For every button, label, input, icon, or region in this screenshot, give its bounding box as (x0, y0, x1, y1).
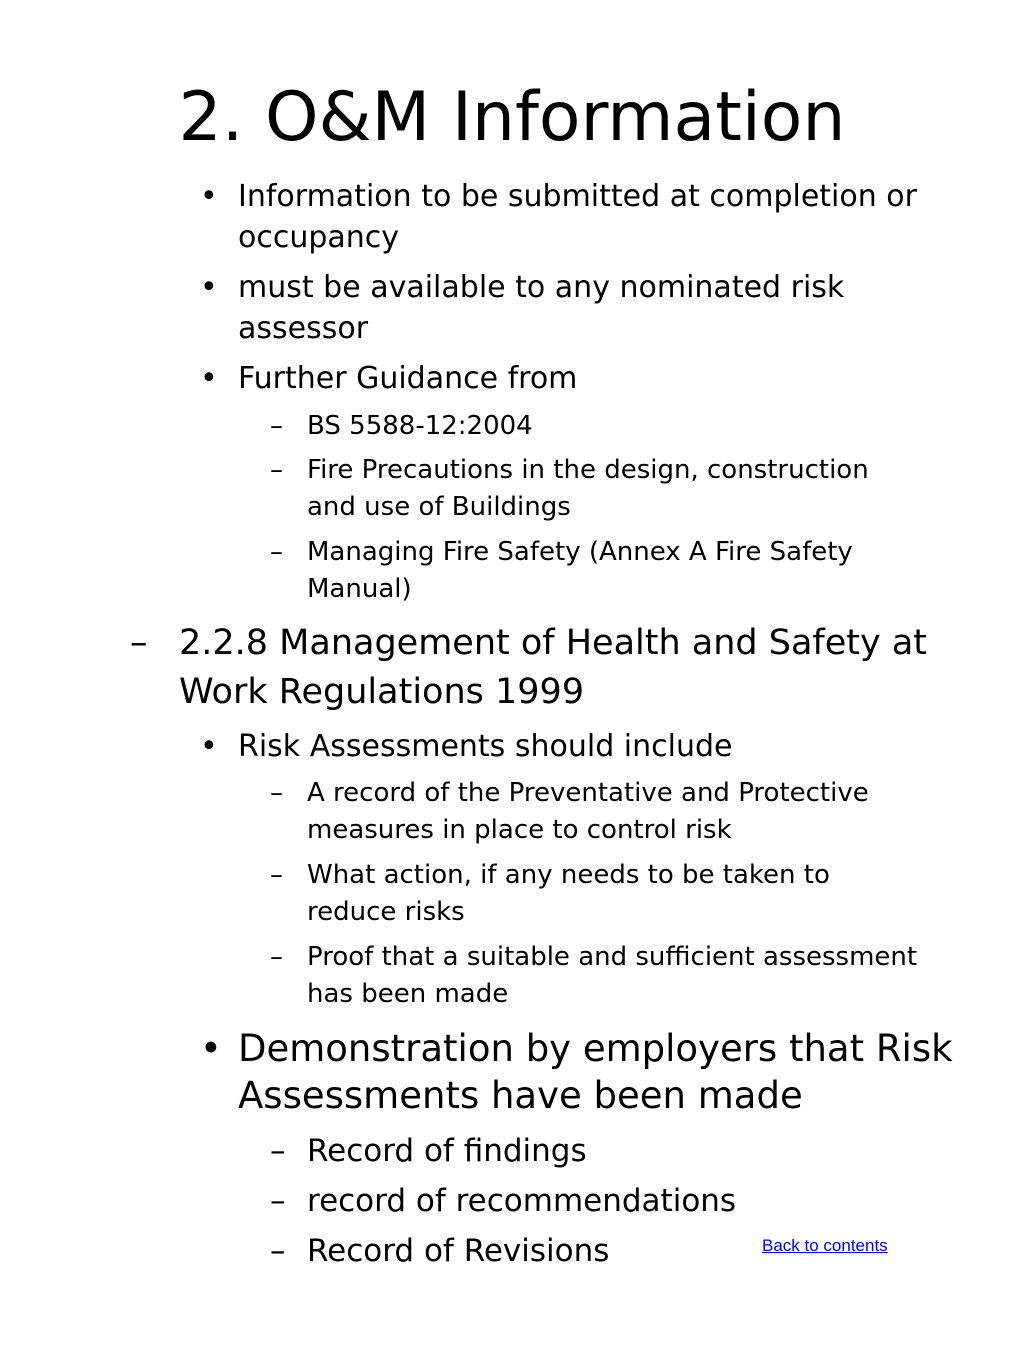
list-item-line: Assessments have been made (238, 1074, 803, 1117)
list-item-line: Risk Assessments should include (238, 729, 733, 764)
list-item-line: has been made (307, 979, 509, 1009)
dash-marker: – (270, 411, 283, 441)
back-to-contents-link[interactable]: Back to contents (762, 1236, 888, 1255)
bullet-marker: • (200, 1027, 222, 1070)
dash-marker: – (270, 942, 283, 972)
section-heading-line: Work Regulations 1999 (179, 672, 585, 712)
dash-marker: – (130, 623, 148, 663)
dash-marker: – (270, 778, 283, 808)
list-item-line: and use of Buildings (307, 492, 571, 522)
bullet-marker: • (200, 361, 218, 396)
list-item-line: A record of the Preventative and Protective (307, 778, 869, 808)
list-item-line: BS 5588-12:2004 (307, 411, 533, 441)
list-item-line: Managing Fire Safety (Annex A Fire Safety (307, 537, 853, 567)
dash-marker: – (270, 1183, 286, 1219)
bullet-marker: • (200, 179, 218, 214)
list-item-line: Manual) (307, 574, 412, 604)
list-item-line: Information to be submitted at completion or (238, 179, 917, 214)
list-item-line: Record of Revisions (307, 1233, 610, 1269)
dash-marker: – (270, 537, 283, 567)
list-item-line: Demonstration by employers that Risk (238, 1027, 953, 1070)
section-heading-line: 2.2.8 Management of Health and Safety at (179, 623, 928, 663)
bullet-marker: • (200, 729, 218, 764)
dash-marker: – (270, 1133, 286, 1169)
dash-marker: – (270, 455, 283, 485)
list-item-line: Proof that a suitable and sufficient assessment (307, 942, 918, 972)
list-item-line: What action, if any needs to be taken to (307, 860, 830, 890)
slide-title: 2. O&M Information (178, 78, 846, 157)
bullet-marker: • (200, 270, 218, 305)
list-item-line: Fire Precautions in the design, construction (307, 455, 869, 485)
list-item-line: occupancy (238, 220, 400, 255)
list-item-line: must be available to any nominated risk (238, 270, 845, 305)
list-item-line: measures in place to control risk (307, 815, 732, 845)
list-item-line: reduce risks (307, 897, 465, 927)
list-item-line: record of recommendations (307, 1183, 737, 1219)
dash-marker: – (270, 1233, 286, 1269)
dash-marker: – (270, 860, 283, 890)
list-item-line: Record of findings (307, 1133, 587, 1169)
list-item-line: Further Guidance from (238, 361, 578, 396)
list-item-line: assessor (238, 311, 369, 346)
